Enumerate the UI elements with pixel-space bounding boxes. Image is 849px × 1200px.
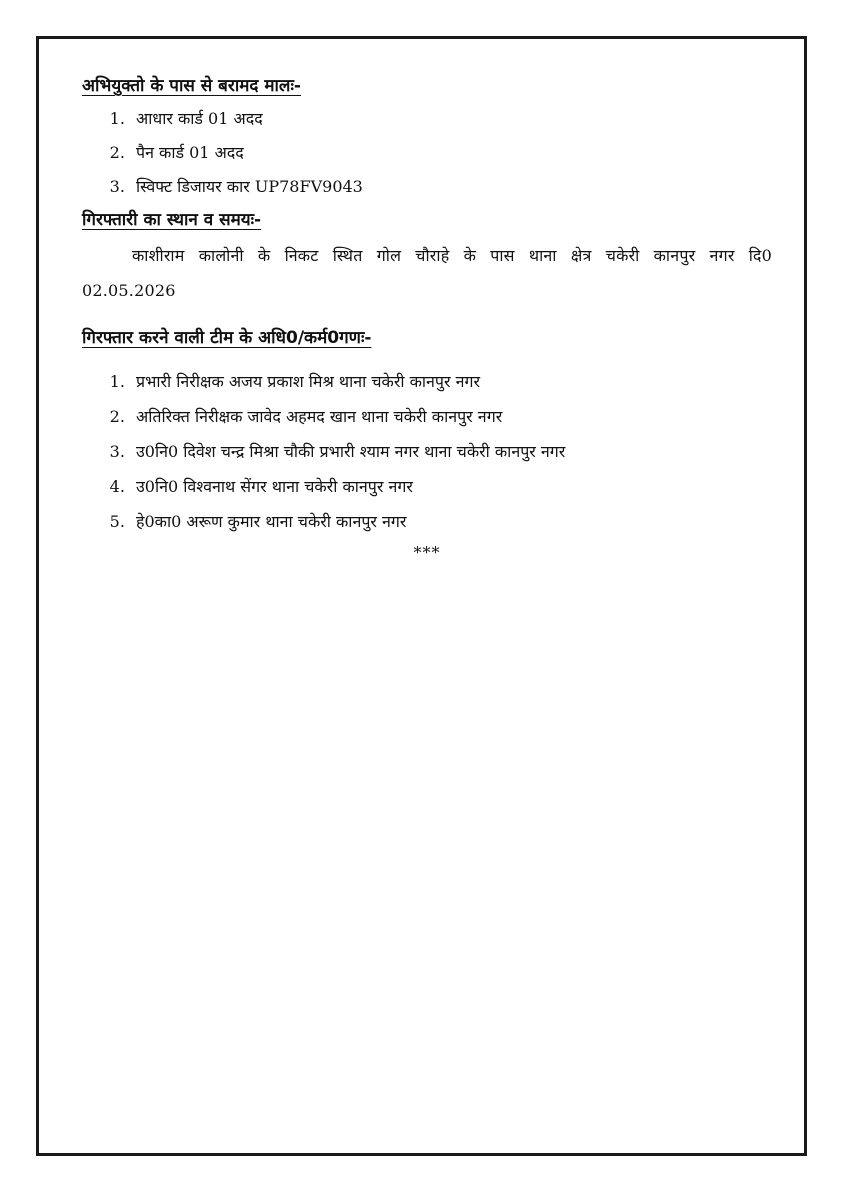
document-content bbox=[82, 70, 772, 562]
end-mark: *** bbox=[413, 543, 441, 562]
team-member: 3. उ0नि0 दिवेश चन्द्र मिश्रा चौकी प्रभारी श्याम नगर थाना चकेरी कानपुर नगर bbox=[130, 434, 772, 469]
team-member: 2. अतिरिक्त निरीक्षक जावेद अहमद खान थाना चकेरी कानपुर नगर bbox=[130, 399, 772, 434]
arresting-team-heading: गिरफ्तार करने वाली टीम के अधि0/कर्म0गणः- bbox=[82, 328, 372, 348]
arrest-place-heading: गिरफ्तारी का स्थान व समयः- bbox=[82, 210, 262, 230]
arresting-team-list bbox=[82, 364, 772, 539]
team-member: 4. उ0नि0 विश्वनाथ सेंगर थाना चकेरी कानपुर नगर bbox=[130, 469, 772, 504]
seized-items-heading: अभियुक्तो के पास से बरामद मालः- bbox=[82, 76, 301, 96]
team-member: 1. प्रभारी निरीक्षक अजय प्रकाश मिश्र थाना चकेरी कानपुर नगर bbox=[130, 364, 772, 399]
seized-item: 1. आधार कार्ड 01 अदद bbox=[130, 102, 772, 136]
arrest-place-text: काशीराम कालोनी के निकट स्थित गोल चौराहे के पास थाना क्षेत्र चकेरी कानपुर नगर दि0 02.05.2026 bbox=[82, 246, 772, 300]
seized-item: 2. पैन कार्ड 01 अदद bbox=[130, 136, 772, 170]
team-member: 5. हे0का0 अरूण कुमार थाना चकेरी कानपुर नगर bbox=[130, 504, 772, 539]
seized-items-list bbox=[82, 102, 772, 204]
seized-item: 3. स्विफ्ट डिजायर कार UP78FV9043 bbox=[130, 170, 772, 204]
